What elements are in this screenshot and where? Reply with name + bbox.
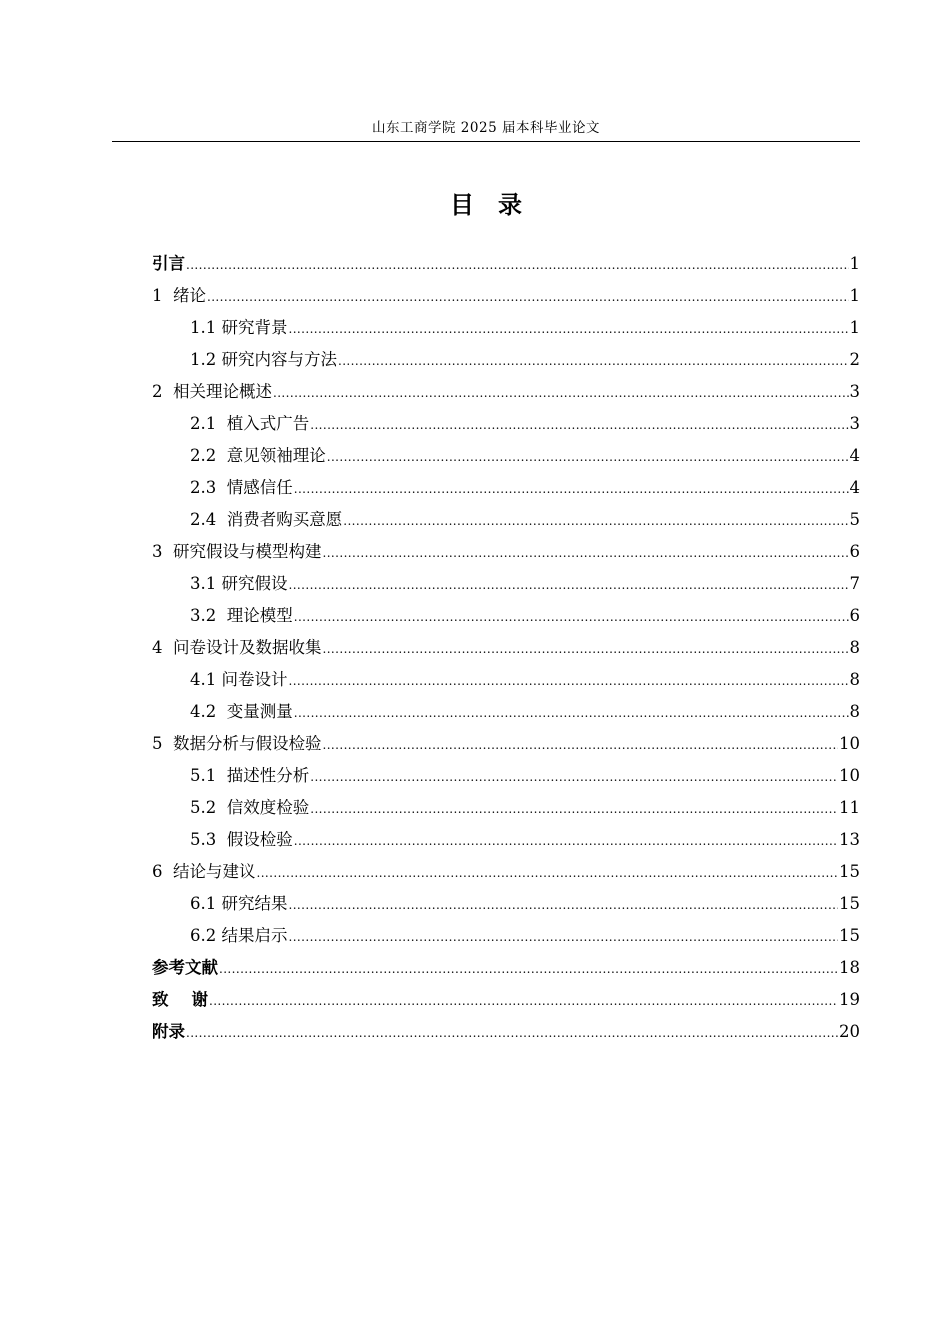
toc-dot-leader: [294, 600, 849, 633]
toc-dot-leader: [273, 376, 849, 409]
toc-entry-page-number: 11: [839, 798, 860, 817]
toc-entry-label: 3.2 理论模型: [190, 606, 293, 625]
toc-dot-leader: [310, 760, 838, 793]
toc-entry-label: 5.1 描述性分析: [190, 766, 310, 785]
toc-entry-page-number: 8: [849, 638, 860, 657]
toc-entry[interactable]: [152, 792, 860, 824]
toc-dot-leader: [289, 312, 849, 345]
toc-entry[interactable]: [152, 856, 860, 888]
toc-entry-page-number: 15: [839, 894, 860, 913]
toc-entry-page-number: 4: [849, 446, 860, 465]
toc-entry[interactable]: [152, 568, 860, 600]
toc-entry-label: 5.3 假设检验: [190, 830, 293, 849]
page-header: 山东工商学院 2025 届本科毕业论文: [372, 120, 600, 136]
toc-dot-leader: [207, 280, 849, 313]
toc-entry-label: 6.2 结果启示: [190, 926, 288, 945]
toc-entry[interactable]: [152, 536, 860, 568]
toc-entry-page-number: 10: [839, 766, 860, 785]
toc-dot-leader: [327, 440, 849, 473]
toc-entry-page-number: 1: [849, 254, 860, 273]
toc-entry-label: 参考文献: [152, 958, 218, 977]
toc-entry[interactable]: [152, 504, 860, 536]
toc-entry[interactable]: [152, 952, 860, 984]
toc-dot-leader: [209, 984, 838, 1017]
toc-dot-leader: [323, 632, 849, 665]
toc-entry[interactable]: [152, 664, 860, 696]
toc-entry[interactable]: [152, 888, 860, 920]
toc-dot-leader: [294, 472, 849, 505]
toc-entry-page-number: 18: [839, 958, 860, 977]
toc-entry[interactable]: [152, 920, 860, 952]
toc-entry[interactable]: [152, 1016, 860, 1048]
toc-entry[interactable]: [152, 408, 860, 440]
toc-dot-leader: [310, 408, 848, 441]
toc-entry-label: 1.2 研究内容与方法: [190, 350, 337, 369]
toc-entry-label: 2.4 消费者购买意愿: [190, 510, 343, 529]
toc-entry[interactable]: [152, 440, 860, 472]
toc-entry-label: 致 谢: [152, 990, 208, 1009]
toc-entry-page-number: 1: [849, 318, 860, 337]
toc-entry-page-number: 8: [849, 702, 860, 721]
toc-entry-page-number: 8: [849, 670, 860, 689]
toc-entry-label: 4.1 问卷设计: [190, 670, 288, 689]
toc-entry-page-number: 15: [839, 862, 860, 881]
toc-entry[interactable]: [152, 824, 860, 856]
toc-dot-leader: [289, 664, 849, 697]
toc-entry-page-number: 2: [849, 350, 860, 369]
toc-entry-page-number: 5: [849, 510, 860, 529]
toc-entry-page-number: 19: [839, 990, 860, 1009]
toc-entry-label: 附录: [152, 1022, 185, 1041]
toc-entry-label: 3 研究假设与模型构建: [152, 542, 322, 561]
toc-title: 目录: [450, 191, 546, 219]
toc-entry[interactable]: [152, 728, 860, 760]
toc-entry[interactable]: [152, 760, 860, 792]
toc-entry-label: 1 绪论: [152, 286, 206, 305]
toc-entry[interactable]: [152, 600, 860, 632]
toc-dot-leader: [294, 696, 849, 729]
toc-entry-page-number: 6: [849, 542, 860, 561]
toc-entry-page-number: 6: [849, 606, 860, 625]
toc-entry-label: 6.1 研究结果: [190, 894, 288, 913]
toc-entry-label: 4.2 变量测量: [190, 702, 293, 721]
toc-dot-leader: [310, 792, 838, 825]
toc-dot-leader: [289, 568, 849, 601]
toc-entry[interactable]: [152, 632, 860, 664]
toc-dot-leader: [323, 536, 849, 569]
toc-entry-page-number: 4: [849, 478, 860, 497]
toc-dot-leader: [289, 888, 839, 921]
toc-entry-label: 2.1 植入式广告: [190, 414, 310, 433]
table-of-contents: [152, 248, 860, 1048]
toc-entry-page-number: 3: [849, 382, 860, 401]
toc-entry-label: 6 结论与建议: [152, 862, 256, 881]
toc-entry[interactable]: [152, 280, 860, 312]
toc-entry-page-number: 3: [849, 414, 860, 433]
toc-entry[interactable]: [152, 312, 860, 344]
toc-entry-page-number: 1: [849, 286, 860, 305]
toc-entry[interactable]: [152, 248, 860, 280]
toc-entry-label: 1.1 研究背景: [190, 318, 288, 337]
toc-entry[interactable]: [152, 376, 860, 408]
toc-entry-page-number: 15: [839, 926, 860, 945]
toc-dot-leader: [219, 952, 838, 985]
toc-entry[interactable]: [152, 344, 860, 376]
toc-entry-label: 2.2 意见领袖理论: [190, 446, 326, 465]
toc-entry-label: 5.2 信效度检验: [190, 798, 310, 817]
toc-entry-page-number: 7: [849, 574, 860, 593]
toc-dot-leader: [323, 728, 839, 761]
toc-entry[interactable]: [152, 984, 860, 1016]
toc-dot-leader: [294, 824, 838, 857]
toc-entry-page-number: 13: [839, 830, 860, 849]
toc-dot-leader: [338, 344, 849, 377]
toc-entry[interactable]: [152, 472, 860, 504]
toc-entry-label: 2.3 情感信任: [190, 478, 293, 497]
toc-entry-page-number: 10: [839, 734, 860, 753]
toc-entry-label: 3.1 研究假设: [190, 574, 288, 593]
toc-entry-label: 5 数据分析与假设检验: [152, 734, 322, 753]
toc-dot-leader: [186, 1016, 838, 1049]
toc-entry-label: 4 问卷设计及数据收集: [152, 638, 322, 657]
toc-dot-leader: [257, 856, 839, 889]
toc-dot-leader: [289, 920, 839, 953]
toc-entry-page-number: 20: [839, 1022, 860, 1041]
header-divider: [112, 141, 860, 142]
toc-entry[interactable]: [152, 696, 860, 728]
toc-dot-leader: [343, 504, 848, 537]
toc-entry-label: 引言: [152, 254, 185, 273]
toc-entry-label: 2 相关理论概述: [152, 382, 272, 401]
toc-dot-leader: [186, 248, 849, 281]
